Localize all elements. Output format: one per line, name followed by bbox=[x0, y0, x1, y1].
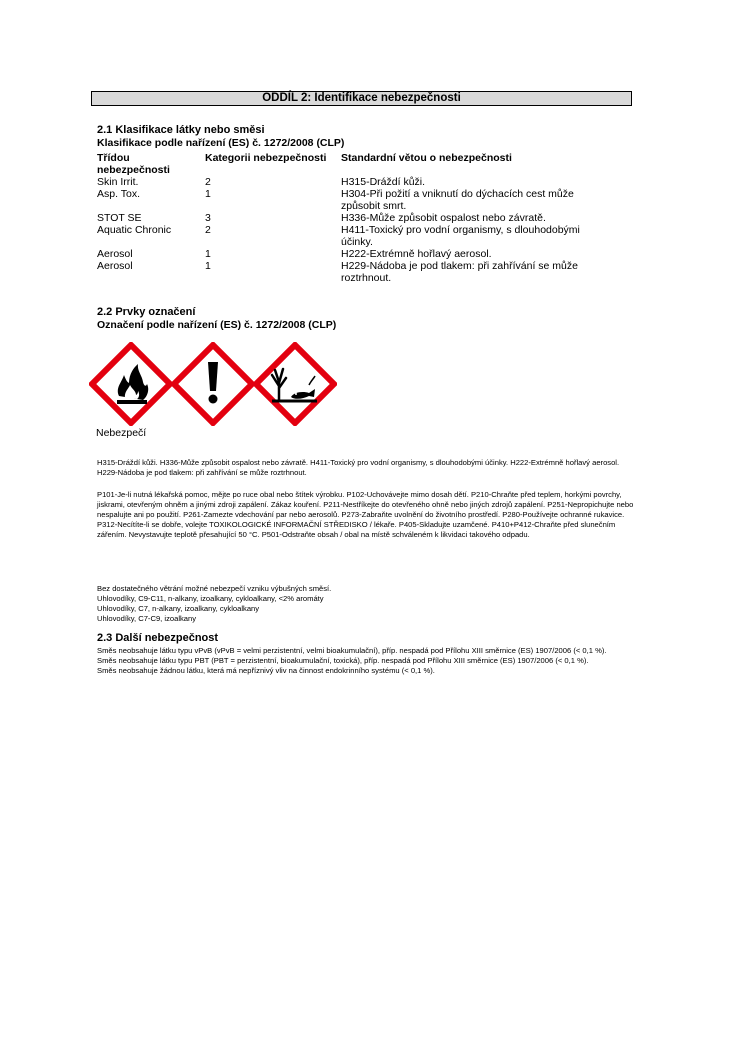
other-hazard-line: Směs neobsahuje žádnou látku, která má nepříznivý vliv na činnost endokrinního systému (< 0,1 %). bbox=[97, 666, 435, 675]
ghs-pictograms bbox=[89, 342, 349, 426]
other-hazard-line: Směs neobsahuje látku typu vPvB (vPvB = velmi perzistentní, velmi bioakumulační), příp. nespadá pod Přílohu XIII směrnice (ES) 1907/2006 (< 0,1 %). bbox=[97, 646, 607, 655]
environment-icon bbox=[253, 342, 337, 426]
hazard-category: 1 bbox=[205, 248, 211, 260]
precaution-paragraph: P101-Je-li nutná lékařská pomoc, mějte po ruce obal nebo štítek výrobku. P102-Uchovávejte mimo dosah dětí. P210-Chraňte před teplem, horkými povrchy, jiskrami, otevřeným ohněm a jinými zdroji zapálení. Zákaz kouření. P211-Nestříkejte do otevřeného ohně nebo jiných zdrojů zapálení. P251-Nepropichujte nebo nespalujte ani po použití. P261-Zamezte vdechování par nebo aerosolů. P273-Zabraňte uvolnění do životního prostředí. P280-Používejte ochranné rukavice. P312-Necítíte-li se dobře, volejte TOXIKOLOGICKÉ INFORMAČNÍ STŘEDISKO / lékaře. P405-Skladujte uzamčené. P410+P412-Chraňte před slunečním zářením. Nevystavujte teplotě přesahující 50 °C. P501-Odstraňte obsah / obal na místě schváleném k likvidaci takového odpadu. bbox=[97, 490, 634, 539]
table-row bbox=[97, 224, 637, 248]
hazard-class: Aerosol bbox=[97, 248, 133, 260]
col-header-category: Kategorii nebezpečnosti bbox=[205, 152, 327, 164]
hazard-category: 2 bbox=[205, 224, 211, 236]
hazard-statement: H304-Při požití a vniknutí do dýchacích cest může způsobit smrt. bbox=[341, 188, 574, 212]
col-header-statement: Standardní větou o nebezpečnosti bbox=[341, 152, 512, 164]
exclamation-icon bbox=[171, 342, 255, 426]
hazard-statement: H222-Extrémně hořlavý aerosol. bbox=[341, 248, 492, 260]
table-header-row bbox=[97, 152, 637, 176]
hazard-class: Asp. Tox. bbox=[97, 188, 140, 200]
s22-subheading: Označení podle nařízení (ES) č. 1272/2008 (CLP) bbox=[97, 319, 337, 331]
table-row bbox=[97, 188, 637, 212]
signal-word: Nebezpečí bbox=[96, 427, 147, 439]
section-title: ODDÍL 2: Identifikace nebezpečnosti bbox=[91, 91, 632, 106]
table-row bbox=[97, 176, 637, 188]
hazard-class: Aerosol bbox=[97, 260, 133, 272]
hazard-class: STOT SE bbox=[97, 212, 142, 224]
hazard-statement: H411-Toxický pro vodní organismy, s dlouhodobými účinky. bbox=[341, 224, 580, 248]
hazard-statement: H229-Nádoba je pod tlakem: při zahřívání se může roztrhnout. bbox=[341, 260, 578, 284]
s21-heading: 2.1 Klasifikace látky nebo směsi bbox=[97, 124, 265, 136]
hazard-statement: H336-Může způsobit ospalost nebo závratě. bbox=[341, 212, 546, 224]
hazard-statement: H315-Dráždí kůži. bbox=[341, 176, 426, 188]
table-row bbox=[97, 248, 637, 260]
extra-line: Uhlovodíky, C7-C9, izoalkany bbox=[97, 614, 197, 623]
col-header-class: Třídou nebezpečnosti bbox=[97, 152, 170, 176]
hazard-statements-text bbox=[97, 458, 637, 478]
hazard-class: Skin Irrit. bbox=[97, 176, 139, 188]
extra-line: Uhlovodíky, C9-C11, n-alkany, izoalkany, cykloalkany, <2% aromáty bbox=[97, 594, 324, 603]
other-hazard-line: Směs neobsahuje látku typu PBT (PBT = perzistentní, bioakumulační, toxická), příp. nespadá pod Přílohu XIII směrnice (ES) 1907/2006 (< 0,1 %). bbox=[97, 656, 589, 665]
s22-heading: 2.2 Prvky označení bbox=[97, 306, 196, 318]
hazard-category: 1 bbox=[205, 260, 211, 272]
extra-line: Bez dostatečného větrání možné nebezpečí vzniku výbušných směsí. bbox=[97, 584, 332, 593]
table-row bbox=[97, 260, 637, 284]
extra-line: Uhlovodíky, C7, n-alkany, izoalkany, cykloalkany bbox=[97, 604, 260, 613]
hazard-class: Aquatic Chronic bbox=[97, 224, 172, 236]
other-hazards-text bbox=[97, 646, 637, 676]
additional-label-info bbox=[97, 584, 637, 624]
classification-table bbox=[97, 152, 637, 284]
hazard-paragraph: H315-Dráždí kůži. H336-Může způsobit ospalost nebo závratě. H411-Toxický pro vodní organismy, s dlouhodobými účinky. H222-Extrémně hořlavý aerosol. H229-Nádoba je pod tlakem: při zahřívání se může roztrhnout. bbox=[97, 458, 620, 477]
precautionary-statements-text bbox=[97, 490, 637, 540]
table-row bbox=[97, 212, 637, 224]
hazard-category: 1 bbox=[205, 188, 211, 200]
s21-subheading: Klasifikace podle nařízení (ES) č. 1272/2008 (CLP) bbox=[97, 137, 345, 149]
s23-heading: 2.3 Další nebezpečnost bbox=[97, 632, 219, 644]
hazard-category: 3 bbox=[205, 212, 211, 224]
hazard-category: 2 bbox=[205, 176, 211, 188]
flame-icon bbox=[89, 342, 173, 426]
